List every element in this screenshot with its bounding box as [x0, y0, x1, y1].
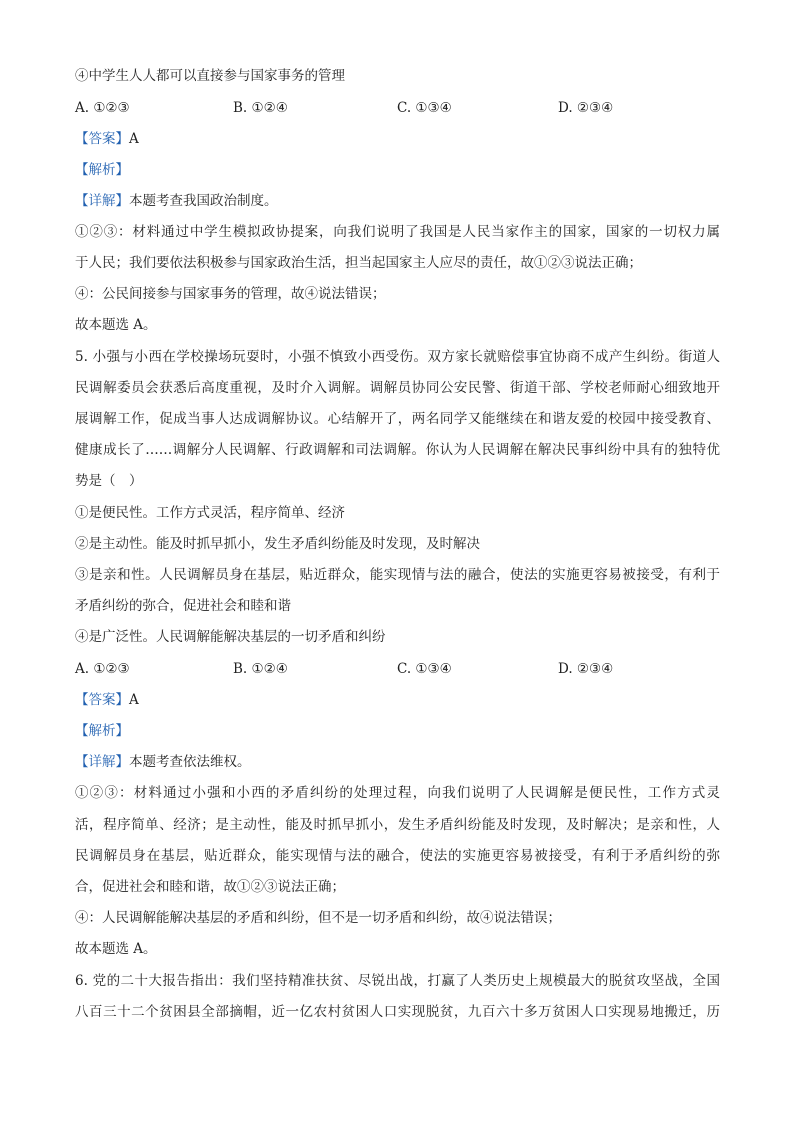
options-row: [75, 659, 720, 679]
question-5-item-1: ①是便民性。工作方式灵活，程序简单、经济: [75, 505, 345, 521]
answer-value: A: [129, 131, 139, 147]
explanation-line: ④：人民调解能解决基层的矛盾和纠纷，但不是一切矛盾和纠纷，故④说法错误；: [75, 910, 561, 926]
question-5-stem: 健康成长了……调解分人民调解、行政调解和司法调解。你认为人民调解在解决民事纠纷中具有的独特优: [75, 442, 720, 458]
question-6-stem: 6. 党的二十大报告指出：我们坚持精准扶贫、尽锐出战，打赢了人类历史上规模最大的脱贫攻坚战，全国: [75, 973, 720, 989]
question-5-stem: 5. 小强与小西在学校操场玩耍时，小强不慎致小西受伤。双方家长就赔偿事宜协商不成产生纠纷。街道人: [75, 349, 720, 365]
option-d: D. ②③④: [558, 661, 614, 677]
question-item-4: ④中学生人人都可以直接参与国家事务的管理: [75, 68, 345, 84]
explanation-line: ④：公民间接参与国家事务的管理，故④说法错误；: [75, 286, 386, 302]
question-5-stem: 势是（ ）: [75, 473, 143, 489]
question-5-item-3: ③是亲和性。人民调解员身在基层，贴近群众，能实现情与法的融合，使法的实施更容易被接受，有利于: [75, 567, 720, 583]
options-row: [75, 98, 720, 118]
question-5-item-2: ②是主动性。能及时抓早抓小，发生矛盾纠纷能及时发现，及时解决: [75, 536, 480, 552]
detail-text: 本题考查我国政治制度。: [129, 193, 278, 209]
explanation-line: 故本题选 A。: [75, 941, 157, 957]
answer-line: [75, 690, 720, 710]
option-c: C. ①③④: [397, 100, 452, 116]
question-5-stem: 展调解工作，促成当事人达成调解协议。心结解开了，两名同学又能继续在和谐友爱的校园中接受教育、: [75, 411, 720, 427]
option-c: C. ①③④: [397, 661, 452, 677]
question-6-stem: 八百三十二个贫困县全部摘帽，近一亿农村贫困人口实现脱贫，九百六十多万贫困人口实现易地搬迁，历: [75, 1004, 720, 1020]
answer-value: A: [129, 692, 139, 708]
explanation-line: ①②③：材料通过小强和小西的矛盾纠纷的处理过程，向我们说明了人民调解是便民性，工作方式灵: [75, 785, 720, 801]
explanation-line: 于人民；我们要依法积极参与国家政治生活，担当起国家主人应尽的责任，故①②③说法正确；: [75, 255, 642, 271]
detail-line: [75, 752, 720, 772]
option-d: D. ②③④: [558, 100, 614, 116]
explanation-line: ①②③：材料通过中学生模拟政协提案，向我们说明了我国是人民当家作主的国家，国家的一切权力属: [75, 224, 720, 240]
answer-line: [75, 129, 720, 149]
option-b: B. ①②④: [233, 661, 288, 677]
explanation-line: 民调解员身在基层，贴近群众，能实现情与法的融合，使法的实施更容易被接受，有利于矛盾纠纷的弥: [75, 848, 720, 864]
explanation-line: 合，促进社会和睦和谐，故①②③说法正确；: [75, 879, 345, 895]
explanation-line: 故本题选 A。: [75, 317, 157, 333]
analysis-tag: 【解析】: [75, 162, 129, 178]
explanation-line: 活，程序简单、经济；是主动性，能及时抓早抓小，发生矛盾纠纷能及时发现，及时解决；是亲和性，人: [75, 817, 720, 833]
answer-tag: 【答案】: [75, 692, 129, 708]
option-a: A. ①②③: [75, 100, 130, 116]
analysis-tag: 【解析】: [75, 723, 129, 739]
detail-text: 本题考查依法维权。: [129, 754, 251, 770]
detail-tag: 【详解】: [75, 193, 129, 209]
option-b: B. ①②④: [233, 100, 288, 116]
detail-line: [75, 191, 720, 211]
answer-tag: 【答案】: [75, 131, 129, 147]
option-a: A. ①②③: [75, 661, 130, 677]
detail-tag: 【详解】: [75, 754, 129, 770]
question-5-item-4: ④是广泛性。人民调解能解决基层的一切矛盾和纠纷: [75, 629, 386, 645]
question-5-stem: 民调解委员会获悉后高度重视，及时介入调解。调解员协同公安民警、街道干部、学校老师耐心细致地开: [75, 380, 720, 396]
question-5-item-3-cont: 矛盾纠纷的弥合，促进社会和睦和谐: [75, 598, 291, 614]
